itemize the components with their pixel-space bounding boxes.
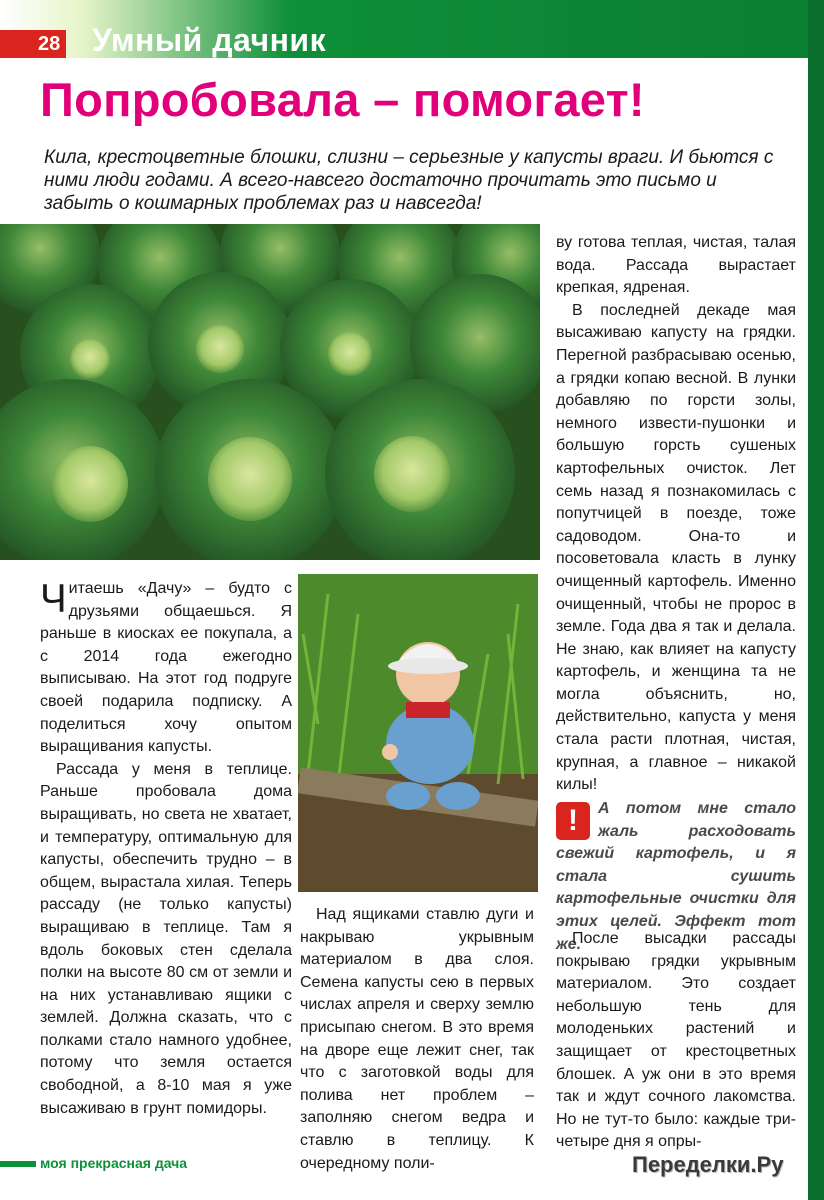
site-watermark: Переделки.Ру [632,1152,784,1177]
paragraph: Над ящиками ставлю дуги и накрываю укрывным материалом в два слоя. Семена капусты сею в первых числах апреля и сверху землю присыпаю снегом. В это время на дворе еще лежит снег, так что с заготовкой воды для полива нет проблем – заполняю снегом ведра и ставлю в теплицу. К очередному поли- [300,906,534,1172]
article-column-2 [300,904,534,1175]
paragraph: Рассада у меня в теплице. Раньше пробовала дома выращивать, но света не хватает, и температуру, оптимальную для капусты, обеспечить трудно – в общем, вырастала хилая. Теперь рассаду (не только капусты) выращиваю в теплице. Там я вдоль боковых стен сделала полки на высоте 80 см от земли и на них устанавливаю ящики с землей. Должна сказать, что с полками стало намного удобнее, потому что земля остается свободной, а 8-10 мая я уже высаживаю в грунт помидоры. [40,760,292,1117]
article-lead: Кила, крестоцветные блошки, слизни – серьезные у капусты враги. И бьются с ними люди годами. А всего-навсего достаточно прочитать это письмо и забыть о кошмарных проблемах раз и навсегда! [44,147,774,214]
callout-text: А потом мне стало жаль расходовать свежий картофель, и я стала сушить картофельные очистки для этих целей. Эффект тот же. [556,800,796,953]
paragraph-text: итаешь «Дачу» – будто с друзьями общаешься. Я раньше в киосках ее покупала, а с 2014 года ежегодно выписываю. На этот год подруге своей подарила подписку. А поделиться хочу опытом выращивания капусты. [40,580,292,756]
article-column-3 [556,232,796,797]
cabbage-field-photo [0,224,540,560]
section-title: Умный дачник [92,22,327,58]
magazine-name: моя прекрасная дача [36,1155,191,1171]
child-in-garden-photo [298,574,538,892]
exclamation-icon: ! [556,802,590,840]
article-column-1 [40,578,292,1120]
paragraph: После высадки рассады покрываю грядки укрывным материалом. Это создает небольшую тень для молоденьких растений и защищает от крестоцветных блошек. А уж они в это время так и ждут сочного лакомства. Но не тут-то было: каждые три-четыре дня я опры- [556,930,796,1151]
article-column-3-continued [556,928,796,1154]
paragraph: В последней декаде мая высаживаю капусту на грядки. Перегной разбрасываю осенью, а грядки копаю весной. В лунки добавляю по горсти золы, немного извести-пушонки и большую горсть сушеных картофельных очисток. Лет семь назад я познакомилась с попутчицей в поезде, тоже садоводом. Она-то и посоветовала класть в лунку очищенный картофель. Именно очищенный, чтобы не пророс в земле. Года два я так и делала. Не знаю, как влияет на капусту картофель, и женщина та не могла объяснить, но, действительно, капуста у меня стала расти плотная, чистая, крупная, а главное – никакой килы! [556,301,796,794]
paragraph [40,578,292,759]
drop-cap: Ч [40,577,67,621]
page-number: 28 [0,30,66,58]
page-edge-strip [808,0,824,1200]
article-headline: Попробовала – помогает! [40,73,645,126]
paragraph: ву готова теплая, чистая, талая вода. Рассада вырастает крепкая, ядреная. [556,234,796,297]
